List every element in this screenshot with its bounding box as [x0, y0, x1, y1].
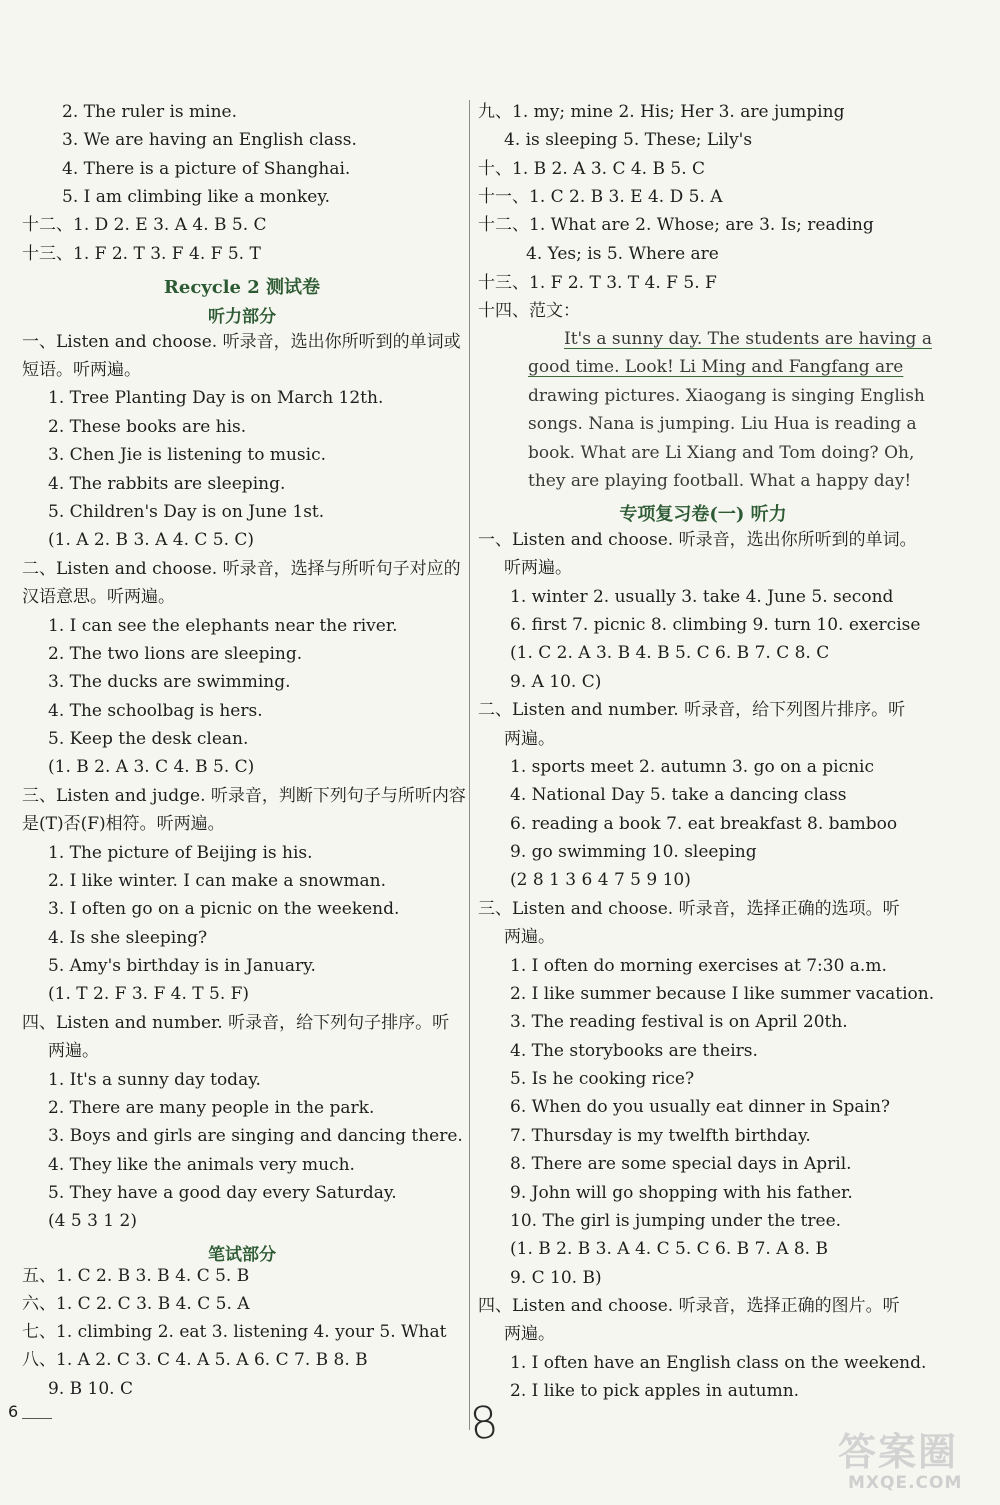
answer-line: 9. John will go shopping with his father. [510, 1183, 853, 1203]
handwritten-mark: 8 [467, 1396, 501, 1451]
answer-line: 十三、1. F 2. T 3. T 4. F 5. F [478, 273, 717, 293]
answer-line: 2. I like to pick apples in autumn. [510, 1381, 800, 1401]
answer-line: 4. National Day 5. take a dancing class [510, 785, 847, 805]
answer-line: 十四、范文： [478, 301, 580, 321]
answer-line: 6. When do you usually eat dinner in Spain? [510, 1097, 891, 1117]
question-heading: 短语。听两遍。 [22, 360, 141, 380]
answer-line: 1. I often have an English class on the weekend. [510, 1353, 927, 1373]
question-heading: 二、Listen and choose. 听录音，选择与所听句子对应的 [22, 559, 461, 579]
watermark-url: MXQE.COM [848, 1473, 963, 1493]
model-essay-line: good time. Look! Li Ming and Fangfang are [528, 357, 904, 377]
page-number: 6 [8, 1402, 19, 1421]
question-heading: 是(T)否(F)相符。听两遍。 [22, 814, 225, 834]
answer-line: 七、1. climbing 2. eat 3. listening 4. your 5. What [22, 1322, 447, 1342]
question-heading: 听两遍。 [504, 558, 572, 578]
answer-line: 2. The ruler is mine. [62, 102, 238, 122]
answer-line: 六、1. C 2. C 3. B 4. C 5. A [22, 1294, 250, 1314]
answer-line: (1. C 2. A 3. B 4. B 5. C 6. B 7. C 8. C [510, 643, 830, 663]
answer-line: 4. Yes; is 5. Where are [526, 244, 719, 264]
answer-line: 9. A 10. C) [510, 672, 602, 692]
answer-line: 十、1. B 2. A 3. C 4. B 5. C [478, 159, 706, 179]
answer-line: 3. The ducks are swimming. [48, 672, 291, 692]
section-subtitle: 笔试部分 [208, 1245, 276, 1265]
question-heading: 两遍。 [48, 1041, 99, 1061]
answer-line: 5. Keep the desk clean. [48, 729, 249, 749]
section-title: Recycle 2 测试卷 [163, 277, 321, 298]
answer-line: (1. B 2. B 3. A 4. C 5. C 6. B 7. A 8. B [510, 1239, 828, 1259]
answer-line: 3. We are having an English class. [62, 130, 357, 150]
question-heading: 四、Listen and number. 听录音，给下列句子排序。听 [22, 1013, 450, 1033]
question-heading: 两遍。 [504, 729, 555, 749]
answer-line: 2. There are many people in the park. [48, 1098, 375, 1118]
answer-line: 十二、1. D 2. E 3. A 4. B 5. C [22, 215, 267, 235]
answer-line: 十一、1. C 2. B 3. E 4. D 5. A [478, 187, 723, 207]
answer-line: 1. sports meet 2. autumn 3. go on a picnic [510, 757, 875, 777]
section-subtitle: 听力部分 [208, 307, 276, 327]
answer-line: 1. I can see the elephants near the river. [48, 616, 398, 636]
answer-line: 1. I often do morning exercises at 7:30 a.m. [510, 956, 887, 976]
model-essay-line: drawing pictures. Xiaogang is singing English [528, 386, 925, 406]
answer-line: 4. Is she sleeping? [48, 928, 208, 948]
answer-line: 1. winter 2. usually 3. take 4. June 5. second [510, 587, 894, 607]
page-number-rule [22, 1418, 52, 1419]
answer-line: 5. I am climbing like a monkey. [62, 187, 331, 207]
answer-line: 2. These books are his. [48, 417, 247, 437]
answer-line: 十三、1. F 2. T 3. F 4. F 5. T [22, 244, 261, 264]
answer-line: 3. The reading festival is on April 20th. [510, 1012, 848, 1032]
answer-line: 4. The schoolbag is hers. [48, 701, 263, 721]
question-heading: 两遍。 [504, 1324, 555, 1344]
question-heading: 两遍。 [504, 927, 555, 947]
section-title: 专项复习卷(一) 听力 [619, 504, 787, 525]
question-heading: 一、Listen and choose. 听录音，选出你所听到的单词。 [478, 530, 917, 550]
answer-line: (4 5 3 1 2) [48, 1211, 137, 1231]
answer-line: 5. Is he cooking rice? [510, 1069, 695, 1089]
answer-line: 2. I like winter. I can make a snowman. [48, 871, 387, 891]
answer-line: 3. Chen Jie is listening to music. [48, 445, 327, 465]
question-heading: 三、Listen and judge. 听录音，判断下列句子与所听内容 [22, 786, 466, 806]
answer-line: 5. They have a good day every Saturday. [48, 1183, 397, 1203]
question-heading: 二、Listen and number. 听录音，给下列图片排序。听 [478, 700, 906, 720]
answer-line: 4. There is a picture of Shanghai. [62, 159, 351, 179]
answer-line: 3. Boys and girls are singing and dancing there. [48, 1126, 463, 1146]
column-divider [469, 100, 470, 1430]
model-essay-line: songs. Nana is jumping. Liu Hua is reading a [528, 414, 917, 434]
answer-line: 5. Children's Day is on June 1st. [48, 502, 325, 522]
model-essay-line: book. What are Li Xiang and Tom doing? Oh, [528, 443, 915, 463]
answer-line: 9. B 10. C [48, 1379, 133, 1399]
answer-line: 五、1. C 2. B 3. B 4. C 5. B [22, 1266, 250, 1286]
answer-line: 6. reading a book 7. eat breakfast 8. bamboo [510, 814, 898, 834]
answer-line: 3. I often go on a picnic on the weekend. [48, 899, 400, 919]
answer-line: 1. Tree Planting Day is on March 12th. [48, 388, 384, 408]
question-heading: 汉语意思。听两遍。 [22, 587, 175, 607]
answer-line: 4. is sleeping 5. These; Lily's [504, 130, 753, 150]
answer-line: (2 8 1 3 6 4 7 5 9 10) [510, 870, 691, 890]
answer-line: 6. first 7. picnic 8. climbing 9. turn 10. exercise [510, 615, 921, 635]
answer-line: 4. The storybooks are theirs. [510, 1041, 758, 1061]
answer-line: 2. I like summer because I like summer vacation. [510, 984, 935, 1004]
answer-line: 1. The picture of Beijing is his. [48, 843, 313, 863]
answer-line: 8. There are some special days in April. [510, 1154, 852, 1174]
answer-line: 八、1. A 2. C 3. C 4. A 5. A 6. C 7. B 8. B [22, 1350, 368, 1370]
answer-line: 九、1. my; mine 2. His; Her 3. are jumping [478, 102, 845, 122]
answer-line: 4. They like the animals very much. [48, 1155, 355, 1175]
answer-line: 9. go swimming 10. sleeping [510, 842, 757, 862]
answer-line: (1. B 2. A 3. C 4. B 5. C) [48, 757, 255, 777]
answer-line: 4. The rabbits are sleeping. [48, 474, 286, 494]
answer-line: (1. T 2. F 3. F 4. T 5. F) [48, 984, 250, 1004]
answer-line: 5. Amy's birthday is in January. [48, 956, 316, 976]
model-essay-line: It's a sunny day. The students are having a [564, 329, 932, 349]
answer-line: 10. The girl is jumping under the tree. [510, 1211, 842, 1231]
answer-line: 十二、1. What are 2. Whose; are 3. Is; reading [478, 215, 874, 235]
watermark [838, 1415, 988, 1495]
question-heading: 一、Listen and choose. 听录音，选出你所听到的单词或 [22, 332, 461, 352]
question-heading: 四、Listen and choose. 听录音，选择正确的图片。听 [478, 1296, 900, 1316]
answer-line: (1. A 2. B 3. A 4. C 5. C) [48, 530, 255, 550]
answer-line: 9. C 10. B) [510, 1268, 602, 1288]
answer-line: 2. The two lions are sleeping. [48, 644, 303, 664]
model-essay-line: they are playing football. What a happy day! [528, 471, 912, 491]
answer-line: 1. It's a sunny day today. [48, 1070, 261, 1090]
answer-line: 7. Thursday is my twelfth birthday. [510, 1126, 811, 1146]
question-heading: 三、Listen and choose. 听录音，选择正确的选项。听 [478, 899, 900, 919]
watermark-text: 答案圈 [838, 1430, 959, 1474]
